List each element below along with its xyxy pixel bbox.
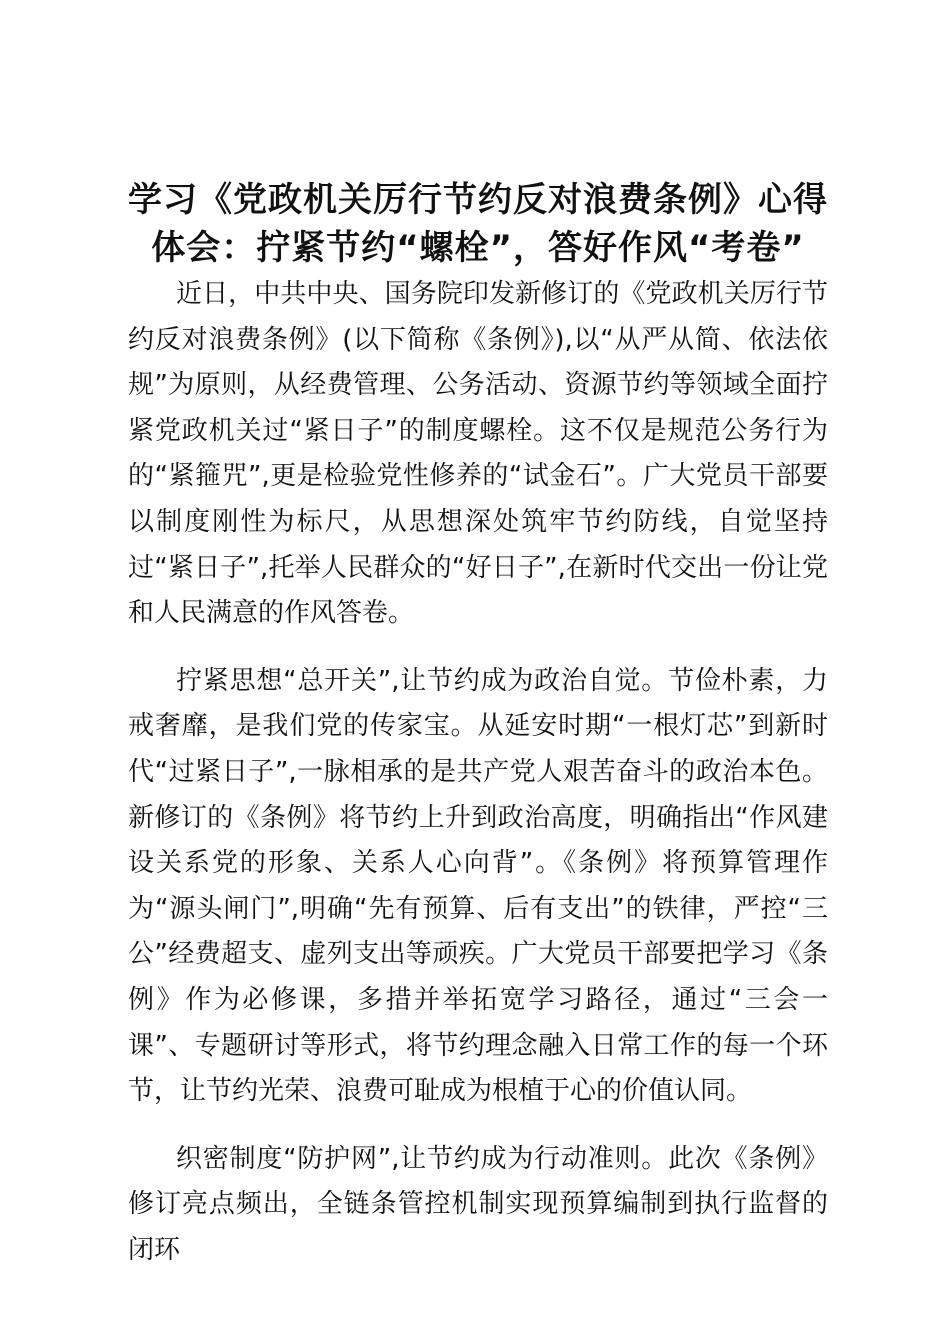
paragraph-2: 拧紧思想“总开关”,让节约成为政治自觉。节俭朴素，力戒奢靡，是我们党的传家宝。从延安时期“一根灯芯”到新时代“过紧日子”,一脉相承的是共产党人艰苦奋斗的政治本色。新修订的《条例》将节约上升到政治高度，明确指出“作风建设关系党的形象、关系人心向背”。《条例》将预算管理作为“源头闸门”,明确“先有预算、后有支出”的铁律，严控“三公”经费超支、虚列支出等顽疾。广大党员干部要把学习《条例》作为必修课，多措并举拓宽学习路径，通过“三会一课”、专题研讨等形式，将节约理念融入日常工作的每一个环节，让节约光荣、浪费可耻成为根植于心的价值认同。 <box>128 665 828 1107</box>
document-title: 学习《党政机关厉行节约反对浪费条例》心得体会：拧紧节约“螺栓”，答好作风“考卷” <box>128 180 828 268</box>
paragraph-3: 织密制度“防护网”,让节约成为行动准则。此次《条例》修订亮点频出，全链条管控机制实现预算编制到执行监督的闭环 <box>128 1143 828 1265</box>
paragraph-1: 近日，中共中央、国务院印发新修订的《党政机关厉行节约反对浪费条例》(以下简称《条例》),以“从严从简、依法依规”为原则，从经费管理、公务活动、资源节约等领域全面拧紧党政机关过“紧日子”的制度螺栓。这不仅是规范公务行为的“紧箍咒”,更是检验党性修养的“试金石”。广大党员干部要以制度刚性为标尺，从思想深处筑牢节约防线，自觉坚持过“紧日子”,托举人民群众的“好日子”,在新时代交出一份让党和人民满意的作风答卷。 <box>128 279 828 629</box>
document-body <box>128 272 828 1273</box>
